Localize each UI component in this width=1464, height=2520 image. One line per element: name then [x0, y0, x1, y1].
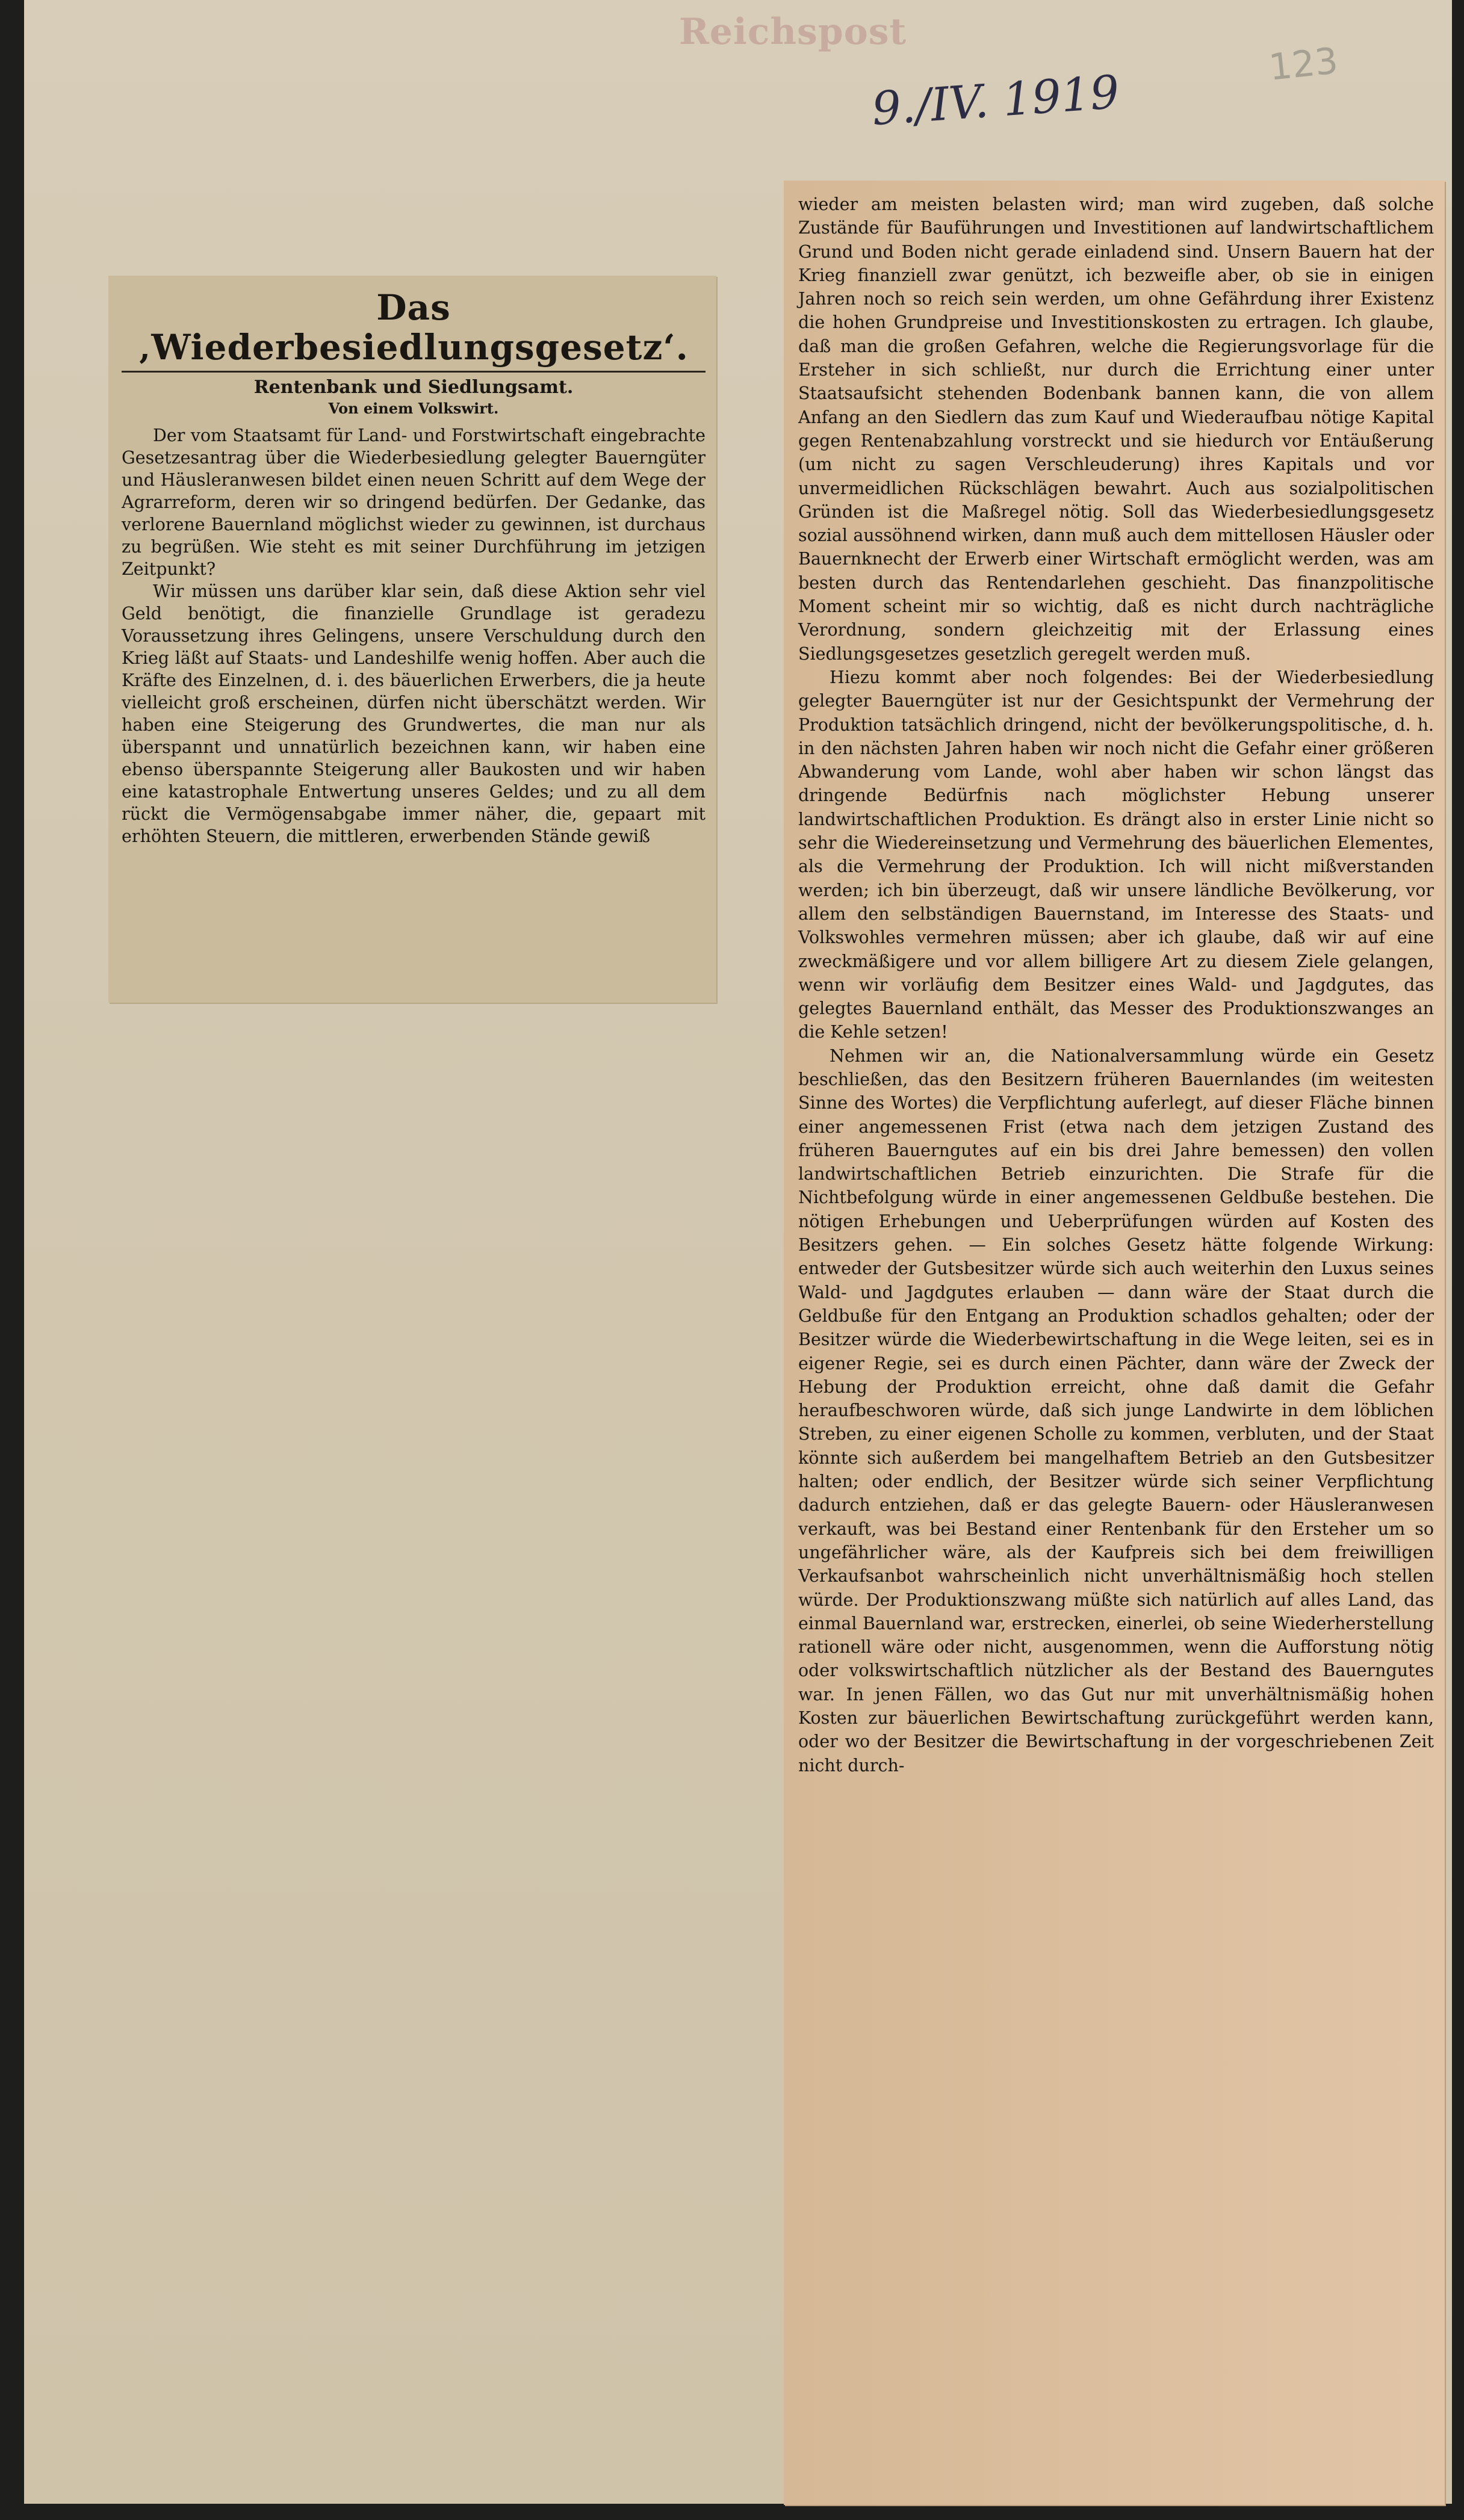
article-subtitle: Rentenbank und Siedlungsamt.	[253, 377, 574, 398]
paragraph: Wir müssen uns darüber klar sein, daß diese Aktion sehr viel Geld benötigt, die finanzielle Grundlage ist geradezu Voraussetzung ihres Gelingens, unsere Verschuldung durch den Krieg läßt auf Staats- und Landeshilfe wenig hoffen. Aber auch die Kräfte des Einzelnen, d. i. des bäuerlichen Erwerbers, die ja heute vielleicht groß erscheinen, dürfen nicht überschätzt werden. Wir haben eine Steigerung des Grundwertes, die man nur als überspannt und unnatürlich bezeichnen kann, wir haben eine ebenso überspannte Steigerung aller Baukosten und wir haben eine katastrophale Entwertung unseres Geldes; und zu all dem rückt die Vermögensabgabe immer näher, die, gepaart mit erhöhten Steuern, die mittleren, erwerbenden Stände gewiß	[122, 581, 706, 846]
clipping-right-column	[784, 181, 1445, 2505]
paragraph: wieder am meisten belasten wird; man wird zugeben, daß solche Zustände für Bauführungen und Investitionen auf landwirtschaftlichem Grund und Boden nicht gerade einladend sind. Unsern Bauern hat der Krieg finanziell zwar genützt, ich bezweifle aber, ob sie in einigen Jahren noch so reich sein werden, um ohne Gefährdung ihrer Existenz die hohen Grundpreise und Investitionskosten zu ertragen. Ich glaube, daß man die großen Gefahren, welche die Regierungsvorlage für die Ersteher in sich schließt, nur durch die Errichtung einer unter Staatsaufsicht stehenden Bodenbank bannen kann, die von allem Anfang an den Siedlern das zum Kauf und Wiederaufbau nötige Kapital gegen Rentenabzahlung vorstreckt und sie hiedurch vor Entäußerung (um nicht zu sagen Verschleuderung) ihres Kapitals und vor unvermeidlichen Rückschlägen bewahrt. Auch aus sozialpolitischen Gründen ist die Maßregel nötig. Soll das Wiederbesiedlungsgesetz sozial aussöhnend wirken, dann muß auch dem mittellosen Häusler oder Bauernknecht der Erwerb einer Wirtschaft ermöglicht werden, was am besten durch das Rentendarlehen geschieht. Das finanzpolitische Moment scheint mir so wichtig, daß es nicht durch nachträgliche Verordnung, sondern gleichzeitig mit der Erlassung eines Siedlungsgesetzes gesetzlich geregelt werden muß.	[798, 194, 1434, 664]
article-title: Das ‚Wiederbesiedlungsgesetz‘.	[122, 288, 706, 373]
paragraph: Nehmen wir an, die Nationalversammlung würde ein Gesetz beschließen, das den Besitzern früheren Bauernlandes (im weitesten Sinne des Wortes) die Verpflichtung auferlegt, auf dieser Fläche binnen einer angemessenen Frist (etwa nach dem jetzigen Zustand des früheren Bauerngutes auf ein bis drei Jahre bemessen) den vollen landwirtschaftlichen Betrieb einzurichten. Die Strafe für die Nichtbefolgung würde in einer angemessenen Geldbuße bestehen. Die nötigen Erhebungen und Ueberprüfungen würden auf Kosten des Besitzers gehen. — Ein solches Gesetz hätte folgende Wirkung: entweder der Gutsbesitzer würde sich auch weiterhin den Luxus seines Wald- und Jagdgutes erlauben — dann wäre der Staat durch die Geldbuße für den Entgang an Produktion schadlos gehalten; oder der Besitzer würde die Wiederbewirtschaftung in die Wege leiten, sei es in eigener Regie, sei es durch einen Pächter, dann wäre der Zweck der Hebung der Produktion erreicht, ohne daß damit die Gefahr heraufbeschworen würde, daß sich junge Landwirte in dem löblichen Streben, zu einer eigenen Scholle zu kommen, verbluten, und der Staat könnte sich außerdem bei mangelhaftem Betrieb an den Gutsbesitzer halten; oder endlich, der Besitzer würde sich seiner Verpflichtung dadurch entziehen, daß er das gelegte Bauern- oder Häusleranwesen verkauft, was bei Bestand einer Rentenbank für den Ersteher um so ungefährlicher wäre, als der Kaufpreis sich bei dem freiwilligen Verkaufsanbot wahrscheinlich nicht unverhältnismäßig hoch stellen würde. Der Produktionszwang müßte sich natürlich auf alles Land, das einmal Bauernland war, erstrecken, einerlei, ob seine Wiederherstellung rationell wäre oder nicht, ausgenommen, wenn die Aufforstung nötig oder volkswirtschaftlich nützlicher als der Bestand des Bauerngutes war. In jenen Fällen, wo das Gut nur mit unverhältnismäßig hohen Kosten zur bäuerlichen Bewirtschaftung zurückgeführt werden kann, oder wo der Besitzer die Bewirtschaftung in der vorgeschriebenen Zeit nicht durch-	[798, 1045, 1434, 1775]
handwritten-date: 9./IV. 1919	[870, 64, 1121, 136]
archive-sheet	[24, 0, 1452, 2504]
paragraph: Der vom Staatsamt für Land- und Forstwirtschaft eingebrachte Gesetzesantrag über die Wiederbesiedlung gelegter Bauerngüter und Häusleranwesen bildet einen neuen Schritt auf dem Wege der Agrarreform, deren wir so dringend bedürfen. Der Gedanke, das verlorene Bauernland möglichst wieder zu gewinnen, ist durchaus zu begrüßen. Wie steht es mit seiner Durchführung im jetzigen Zeitpunkt?	[122, 426, 706, 579]
folio-number: 123	[1267, 40, 1340, 89]
clipping-left-column	[108, 276, 716, 1003]
newspaper-stamp: Reichspost	[679, 11, 907, 53]
article-byline: Von einem Volkswirt.	[328, 400, 499, 417]
paragraph: Hiezu kommt aber noch folgendes: Bei der Wiederbesiedlung gelegter Bauerngüter ist nur der Gesichtspunkt der Vermehrung der Produktion tatsächlich dringend, nicht der bevölkerungspolitische, d. h. in den nächsten Jahren haben wir noch nicht die Gefahr einer größeren Abwanderung vom Lande, wohl aber haben wir schon längst das dringende Bedürfnis nach möglichster Hebung unserer landwirtschaftlichen Produktion. Es drängt also in erster Linie nicht so sehr die Wiedereinsetzung und Vermehrung des bäuerlichen Elementes, als die Vermehrung der Produktion. Ich will nicht mißverstanden werden; ich bin überzeugt, daß wir unsere ländliche Bevölkerung, vor allem den selbständigen Bauernstand, im Interesse des Staats- und Volkswohles vermehren müssen; aber ich glaube, daß wir auf eine zweckmäßigere und vor allem billigere Art zu diesem Ziele gelangen, wenn wir vorläufig dem Besitzer eines Wald- und Jagdgutes, das gelegtes Bauernland enthält, das Messer des Produktionszwanges an die Kehle setzen!	[798, 667, 1434, 1042]
